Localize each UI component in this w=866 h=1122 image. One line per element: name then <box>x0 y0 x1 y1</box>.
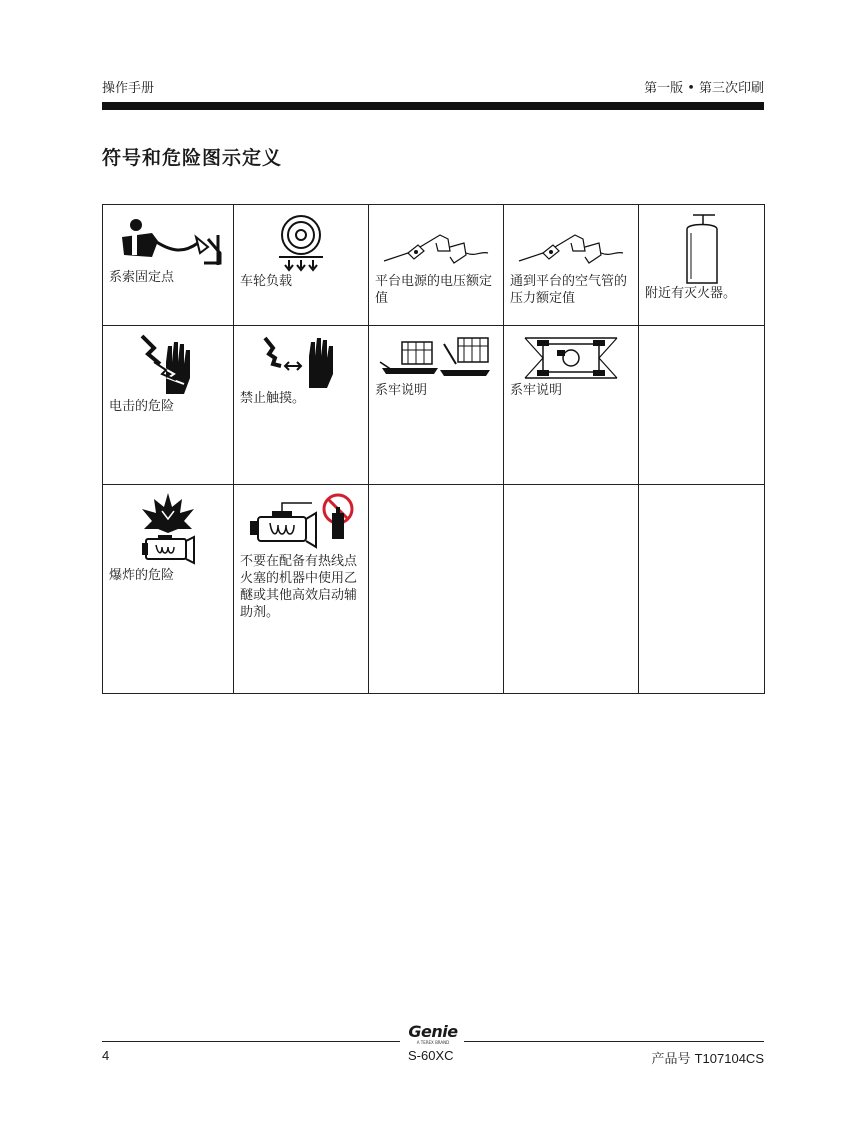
header-manual-title: 操作手册 <box>102 81 155 96</box>
page-number: 4 <box>102 1048 110 1063</box>
tie-down-chassis-icon <box>521 334 621 382</box>
symbol-label: 禁止触摸。 <box>240 391 306 406</box>
symbol-cell <box>639 485 765 694</box>
symbol-cell <box>504 205 639 326</box>
header-edition: 第一版 • 第三次印刷 <box>644 81 764 96</box>
symbol-cell <box>234 326 369 485</box>
table-row <box>103 326 765 485</box>
part-number-value: T107104CS <box>694 1051 764 1066</box>
symbol-cell <box>103 205 234 326</box>
symbol-cell <box>103 326 234 485</box>
symbol-label: 爆炸的危险 <box>109 568 175 583</box>
symbol-label: 系索固定点 <box>109 270 175 285</box>
lanyard-anchor-icon <box>112 213 224 269</box>
header-rule <box>102 102 764 110</box>
tie-down-platform-icon <box>378 334 494 382</box>
platform-air-line-icon <box>515 213 627 273</box>
symbol-label: 系牢说明 <box>375 383 428 398</box>
no-ether-icon <box>242 493 360 553</box>
symbol-cell <box>504 326 639 485</box>
logo-subtext: A TEREX BRAND <box>416 1040 450 1045</box>
symbol-label: 车轮负载 <box>240 274 293 289</box>
symbol-cell <box>369 485 504 694</box>
logo-text: Genie <box>408 1022 458 1041</box>
symbols-table <box>102 204 765 694</box>
electrocution-hazard-icon <box>138 334 198 398</box>
footer-rule <box>102 1041 400 1042</box>
symbol-label: 通到平台的空气管的压力额定值 <box>510 274 628 306</box>
symbol-cell <box>369 326 504 485</box>
platform-power-icon <box>380 213 492 273</box>
symbol-label: 附近有灭火器。 <box>645 286 737 301</box>
symbol-label: 系牢说明 <box>510 383 563 398</box>
genie-logo <box>404 1024 462 1045</box>
wheel-load-icon <box>271 213 331 273</box>
fire-extinguisher-icon <box>677 213 727 285</box>
part-number <box>651 1048 764 1067</box>
part-number-label: 产品号 <box>651 1052 691 1067</box>
no-touch-icon <box>261 334 341 390</box>
table-row <box>103 205 765 326</box>
symbol-label: 电击的危险 <box>109 399 175 414</box>
symbol-cell <box>639 326 765 485</box>
explosion-hazard-icon <box>140 493 196 567</box>
model-name: S-60XC <box>408 1048 454 1063</box>
symbol-cell <box>234 205 369 326</box>
table-row <box>103 485 765 694</box>
symbol-cell <box>504 485 639 694</box>
footer-rule <box>464 1041 764 1042</box>
page-title: 符号和危险图示定义 <box>102 147 283 169</box>
symbol-cell <box>639 205 765 326</box>
symbol-cell <box>234 485 369 694</box>
symbol-cell <box>369 205 504 326</box>
symbol-cell <box>103 485 234 694</box>
symbol-label: 平台电源的电压额定值 <box>375 274 493 306</box>
symbol-label: 不要在配备有热线点火塞的机器中使用乙醚或其他高效启动辅助剂。 <box>240 554 358 620</box>
